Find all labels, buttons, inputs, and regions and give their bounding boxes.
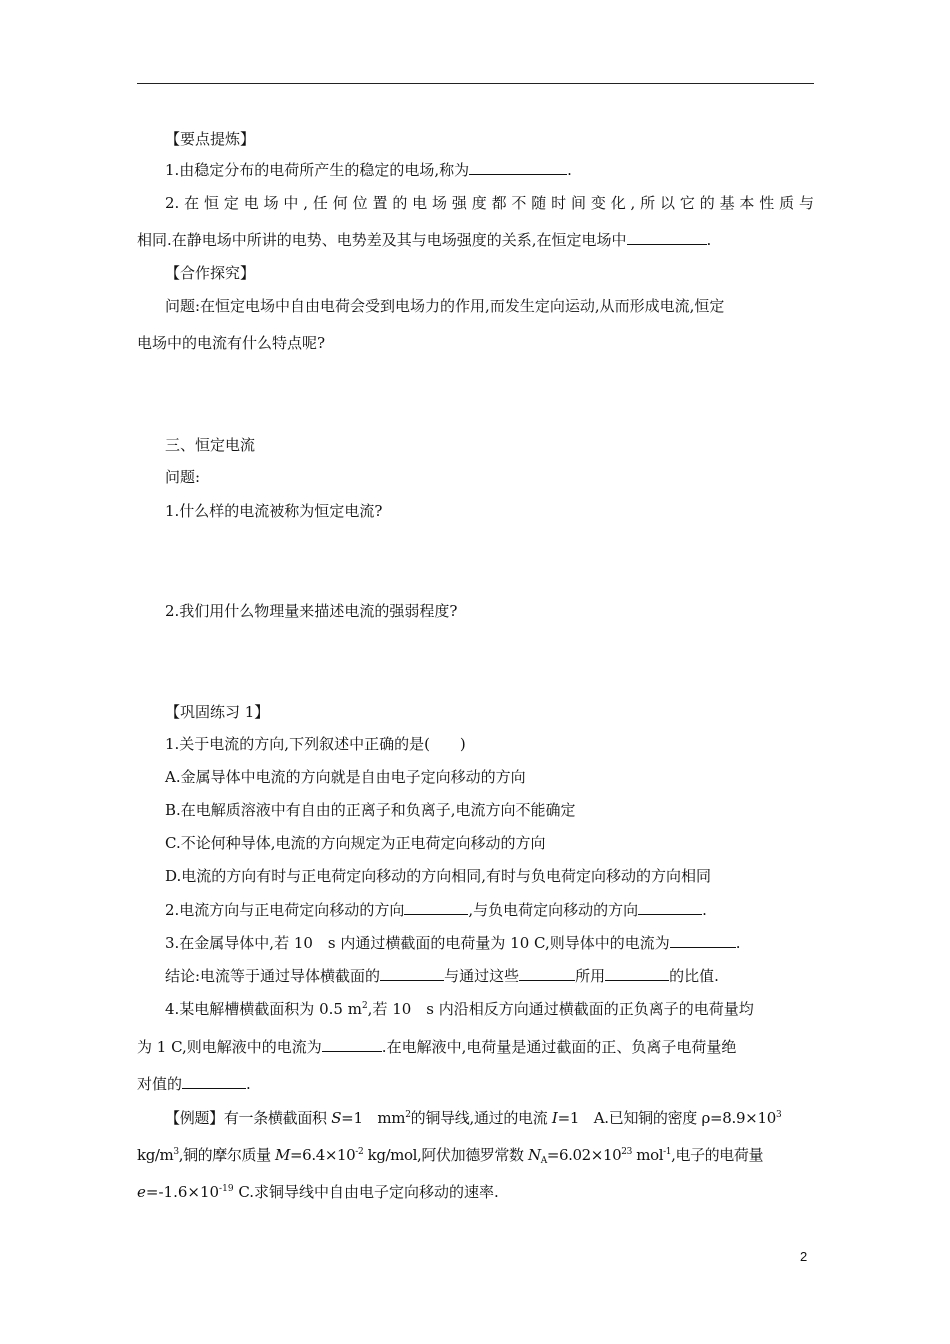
practice-4-line-1: 4.某电解槽横截面积为 0.5 $m^2$,若 10 s 内沿相反方向通过横截面的正负离子的电荷量均 [165, 1000, 754, 1018]
practice-4-line-2: 为 1 C,则电解液中的电流为 .在电解液中,电荷量是通过截面的正、负离子电荷量绝 [137, 1038, 737, 1056]
answer-blank [469, 160, 567, 175]
heading-key-points: 【要点提炼】 [165, 130, 256, 148]
answer-blank [605, 966, 669, 981]
practice-1-stem: 1.关于电流的方向,下列叙述中正确的是( ) [165, 735, 466, 753]
question-line-2: 电场中的电流有什么特点呢? [137, 334, 326, 352]
practice-1-option-d: D.电流的方向有时与正电荷定向移动的方向相同,有时与负电荷定向移动的方向相同 [165, 867, 712, 885]
practice-1-option-b: B.在电解质溶液中有自由的正离子和负离子,电流方向不能确定 [165, 801, 576, 819]
answer-blank [627, 230, 707, 245]
practice-4-line-3: 对值的 . [137, 1075, 251, 1093]
page-number: 2 [800, 1249, 808, 1264]
key-point-1-text: 1.由稳定分布的电荷所产生的稳定的电场,称为 [165, 161, 470, 179]
section-3-question-1: 1.什么样的电流被称为恒定电流? [165, 502, 383, 520]
example-label: 【例题】 [165, 1109, 224, 1127]
header-rule [137, 83, 814, 84]
answer-blank [404, 900, 468, 915]
example-line-2: $kg/m^3$,铜的摩尔质量 $M=6.4\times 10^{-2}$ kg/mol,阿伏加德罗常数 $N_A=6.02\times 10^{23}$ mol$^{-1}$,电子的电荷量 [137, 1146, 764, 1166]
question-line-1: 问题:在恒定电场中自由电荷会受到电场力的作用,而发生定向运动,从而形成电流,恒定 [165, 297, 725, 315]
practice-1-option-c: C.不论何种导体,电流的方向规定为正电荷定向移动的方向 [165, 834, 546, 852]
answer-blank [322, 1037, 382, 1052]
key-point-2-line-2: 相同.在静电场中所讲的电势、电势差及其与电场强度的关系,在恒定电场中 . [137, 231, 712, 249]
practice-1-option-a: A.金属导体中电流的方向就是自由电子定向移动的方向 [165, 768, 526, 786]
example-line-1: 【例题】有一条横截面积 S=1 $mm^2$的铜导线,通过的电流 I=1 A.已知铜的密度 $\rho=8.9\times 10^3$ [165, 1109, 782, 1127]
practice-3: 3.在金属导体中,若 10 s 内通过横截面的电荷量为 10 C,则导体中的电流为 . [165, 934, 741, 952]
key-point-1: 1.由稳定分布的电荷所产生的稳定的电场,称为 . [165, 161, 572, 179]
key-point-2-line-1: 2.在恒定电场中,任何位置的电场强度都不随时间变化,所以它的基本性质与 [165, 194, 814, 212]
conclusion: 结论:电流等于通过导体横截面的 与通过这些 所用 的比值. [165, 967, 719, 985]
answer-blank [638, 900, 702, 915]
answer-blank [670, 933, 736, 948]
answer-blank [182, 1074, 246, 1089]
heading-practice: 【巩固练习 1】 [165, 703, 270, 721]
section-3-question-2: 2.我们用什么物理量来描述电流的强弱程度? [165, 602, 458, 620]
section-3-question-label: 问题: [165, 468, 201, 486]
section-3-title: 三、恒定电流 [165, 436, 256, 454]
heading-cooperative-inquiry: 【合作探究】 [165, 264, 256, 282]
answer-blank [519, 966, 575, 981]
practice-2: 2.电流方向与正电荷定向移动的方向 ,与负电荷定向移动的方向 . [165, 901, 707, 919]
answer-blank [380, 966, 444, 981]
example-line-3: $e=-1.6\times 10^{-19}$ C.求铜导线中自由电子定向移动的速率. [137, 1183, 499, 1201]
